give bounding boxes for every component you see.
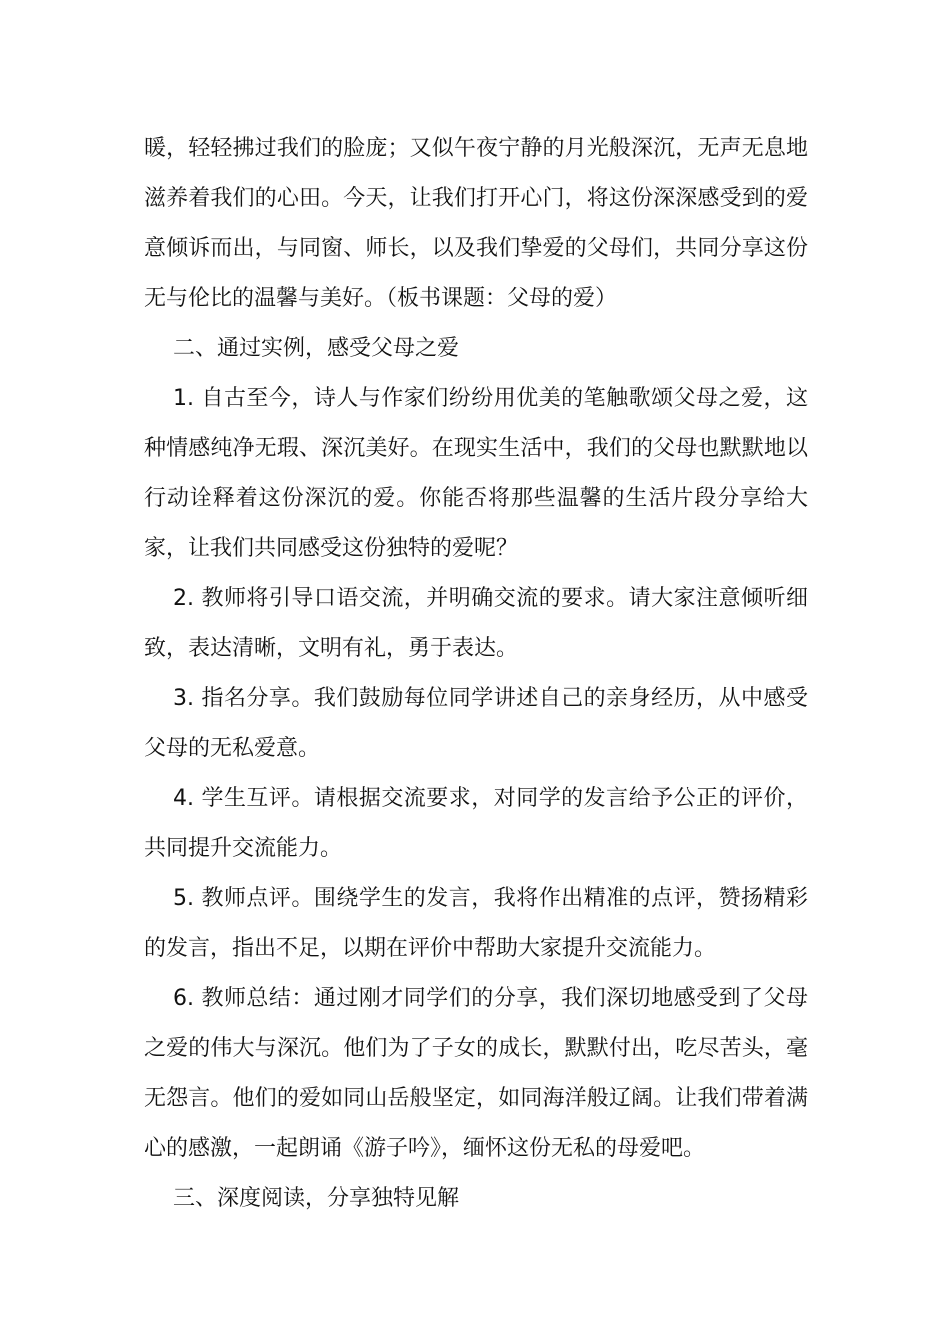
list-item-3: 3. 指名分享。我们鼓励每位同学讲述自己的亲身经历，从中感受父母的无私爱意。: [144, 686, 808, 761]
section-heading-2: 二、通过实例，感受父母之爱: [173, 336, 460, 361]
section-heading-3: 三、深度阅读，分享独特见解: [173, 1186, 460, 1211]
list-item-5: 5. 教师点评。围绕学生的发言，我将作出精准的点评，赞扬精彩的发言，指出不足，以期在评价中帮助大家提升交流能力。: [144, 886, 808, 961]
document-body: [144, 124, 808, 1224]
list-item-1: 1. 自古至今，诗人与作家们纷纷用优美的笔触歌颂父母之爱，这种情感纯净无瑕、深沉美好。在现实生活中，我们的父母也默默地以行动诠释着这份深沉的爱。你能否将那些温馨的生活片段分享给大家，让我们共同感受这份独特的爱呢？: [144, 386, 808, 561]
list-item-2: 2. 教师将引导口语交流，并明确交流的要求。请大家注意倾听细致，表达清晰，文明有礼，勇于表达。: [144, 586, 808, 661]
list-item-4: 4. 学生互评。请根据交流要求，对同学的发言给予公正的评价，共同提升交流能力。: [144, 786, 808, 861]
list-item-6: 6. 教师总结：通过刚才同学们的分享，我们深切地感受到了父母之爱的伟大与深沉。他们为了子女的成长，默默付出，吃尽苦头，毫无怨言。他们的爱如同山岳般坚定，如同海洋般辽阔。让我们带着满心的感激，一起朗诵《游子吟》，缅怀这份无私的母爱吧。: [144, 986, 808, 1161]
paragraph-intro-continued: 暖，轻轻拂过我们的脸庞；又似午夜宁静的月光般深沉，无声无息地滋养着我们的心田。今天，让我们打开心门，将这份深深感受到的爱意倾诉而出，与同窗、师长，以及我们挚爱的父母们，共同分享这份无与伦比的温馨与美好。（板书课题：父母的爱）: [144, 136, 808, 311]
